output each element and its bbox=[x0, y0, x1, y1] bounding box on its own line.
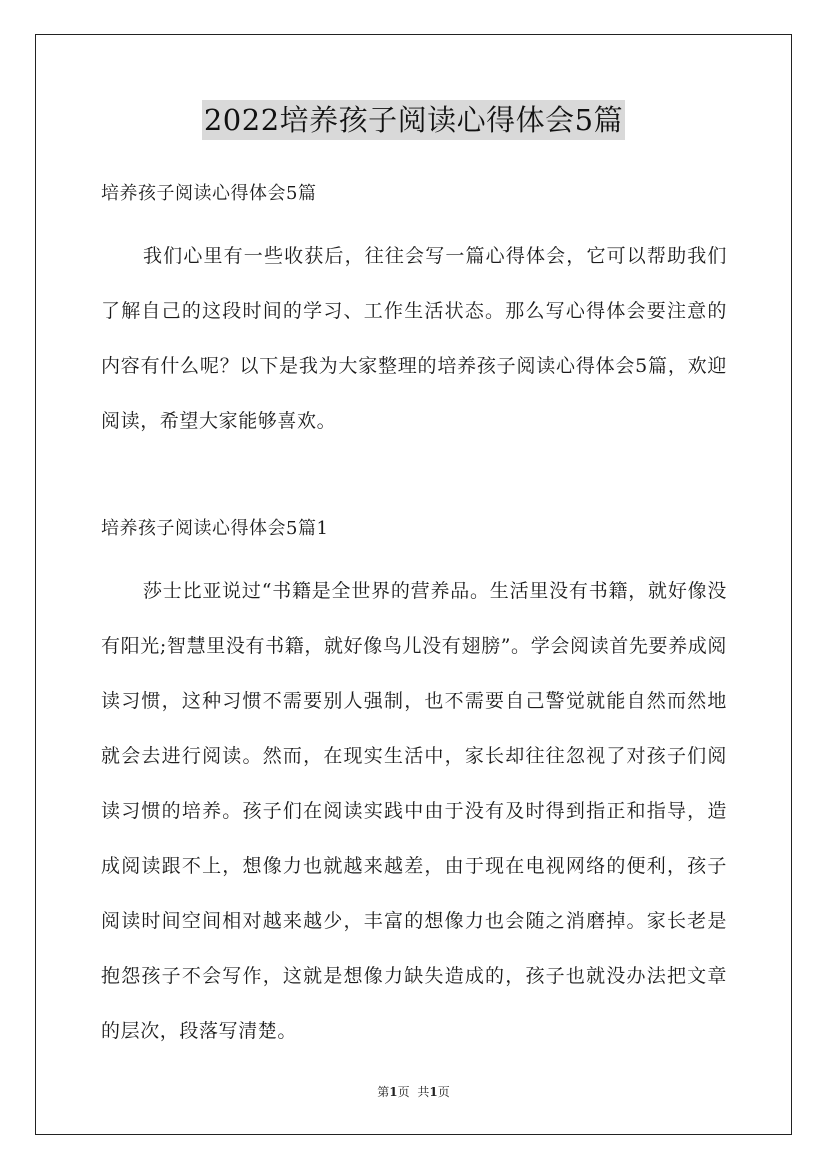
page-current: 1 bbox=[389, 1085, 398, 1099]
page-total: 1 bbox=[429, 1085, 438, 1099]
document-title-container bbox=[0, 100, 827, 140]
section-heading-1: 培养孩子阅读心得体会5篇1 bbox=[101, 518, 329, 539]
document-subtitle: 培养孩子阅读心得体会5篇 bbox=[101, 183, 317, 204]
section-spacer bbox=[101, 449, 727, 511]
page-suffix: 页 bbox=[397, 1085, 410, 1099]
total-prefix: 共 bbox=[417, 1085, 430, 1099]
document-title: 2022培养孩子阅读心得体会5篇 bbox=[202, 100, 625, 140]
page-footer bbox=[0, 1084, 827, 1100]
section-paragraph-1: 莎士比亚说过“书籍是全世界的营养品。生活里没有书籍，就好像没有阳光;智慧里没有书籍，就好像鸟儿没有翅膀”。学会阅读首先要养成阅读习惯，这种习惯不需要别人强制，也不需要自己警觉就能自然而然地就会去进行阅读。然而，在现实生活中，家长却往往忽视了对孩子们阅读习惯的培养。孩子们在阅读实践中由于没有及时得到指正和指导，造成阅读跟不上，想像力也就越来越差，由于现在电视网络的便利，孩子阅读时间空间相对越来越少，丰富的想像力也会随之消磨掉。家长老是抱怨孩子不会写作，这就是想像力缺失造成的，孩子也就没办法把文章的层次，段落写清楚。 bbox=[101, 580, 727, 1042]
page-prefix: 第 bbox=[377, 1085, 390, 1099]
document-body bbox=[101, 176, 727, 1059]
total-suffix: 页 bbox=[437, 1085, 450, 1099]
intro-paragraph: 我们心里有一些收获后，往往会写一篇心得体会，它可以帮助我们了解自己的这段时间的学习、工作生活状态。那么写心得体会要注意的内容有什么呢？以下是我为大家整理的培养孩子阅读心得体会5篇，欢迎阅读，希望大家能够喜欢。 bbox=[101, 245, 727, 432]
